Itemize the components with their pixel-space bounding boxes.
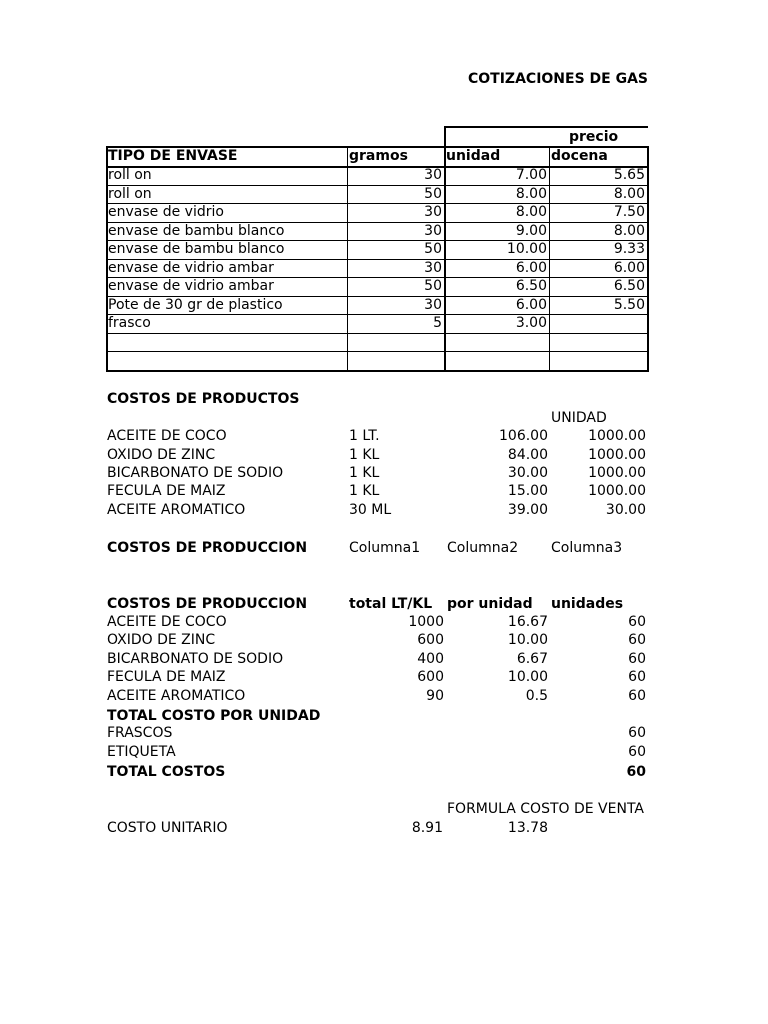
table-cell-unidad: [446, 334, 547, 351]
column-header-2: Columna2: [447, 540, 519, 556]
produccion-unidades: 60: [628, 614, 646, 630]
produccion-unidades: 60: [628, 688, 646, 704]
producto-presentacion: 1 LT.: [349, 428, 380, 444]
table-cell-docena: 6.00: [613, 260, 645, 276]
table-cell-docena: 9.33: [613, 241, 645, 257]
table-cell-gramos: 30: [424, 223, 442, 239]
table-hline: [106, 370, 648, 372]
produccion-por-unidad: 0.5: [525, 688, 548, 704]
table-cell-unidad: 9.00: [515, 223, 547, 239]
table-cell-unidad: 8.00: [515, 204, 547, 220]
table-cell-gramos: 30: [424, 204, 442, 220]
column-header-3: Columna3: [551, 540, 623, 556]
table-cell-gramos: 50: [424, 278, 442, 294]
table-cell-tipo: roll on: [108, 167, 152, 183]
produccion-unidades: 60: [628, 669, 646, 685]
total-costos-label: TOTAL COSTOS: [107, 764, 226, 780]
produccion-unidades: 60: [628, 651, 646, 667]
producto-nombre: BICARBONATO DE SODIO: [107, 465, 284, 481]
etiqueta-value: 60: [628, 744, 646, 760]
envases-table: [106, 146, 648, 372]
producto-unidad: 1000.00: [588, 465, 646, 481]
page-title: COTIZACIONES DE GAS: [468, 71, 648, 87]
producto-precio: 106.00: [499, 428, 548, 444]
table-cell-tipo: envase de vidrio ambar: [108, 260, 274, 276]
producto-nombre: ACEITE DE COCO: [107, 428, 227, 444]
produccion-por-unidad: 16.67: [507, 614, 548, 630]
table-cell-unidad: 7.00: [515, 167, 547, 183]
produccion-concepto: BICARBONATO DE SODIO: [107, 651, 284, 667]
producto-precio: 15.00: [507, 483, 548, 499]
produccion-concepto: OXIDO DE ZINC: [107, 632, 216, 648]
produccion-unidades: 60: [628, 632, 646, 648]
table-cell-tipo: envase de vidrio: [108, 204, 224, 220]
produccion-total: 90: [426, 688, 444, 704]
table-cell-docena: 6.50: [613, 278, 645, 294]
table-cell-tipo: envase de bambu blanco: [108, 223, 285, 239]
producto-presentacion: 30 ML: [349, 502, 392, 518]
producto-presentacion: 1 KL: [349, 447, 380, 463]
table-cell-gramos: 50: [424, 241, 442, 257]
total-costos-value: 60: [626, 764, 646, 780]
table-cell-gramos: [349, 334, 442, 351]
produccion-concepto: FECULA DE MAIZ: [107, 669, 226, 685]
produccion-header-concepto: COSTOS DE PRODUCCION: [107, 596, 308, 612]
precio-label: precio: [569, 129, 619, 145]
table-cell-unidad: 6.50: [515, 278, 547, 294]
produccion-por-unidad: 10.00: [507, 669, 548, 685]
formula-label: FORMULA COSTO DE VENTA: [447, 801, 644, 817]
costos-productos-title: COSTOS DE PRODUCTOS: [107, 391, 300, 407]
table-header-gramos: gramos: [349, 148, 408, 164]
table-header-docena: docena: [551, 148, 608, 164]
table-cell-gramos: 30: [424, 167, 442, 183]
produccion-header-total: total LT/KL: [349, 596, 433, 612]
table-cell-unidad: 10.00: [506, 241, 547, 257]
table-cell-unidad: 6.00: [515, 297, 547, 313]
produccion-total: 600: [417, 669, 444, 685]
table-vline: [347, 146, 348, 372]
producto-nombre: FECULA DE MAIZ: [107, 483, 226, 499]
produccion-por-unidad: 6.67: [516, 651, 548, 667]
table-cell-gramos: 50: [424, 186, 442, 202]
table-cell-docena: 7.50: [613, 204, 645, 220]
producto-unidad: 1000.00: [588, 428, 646, 444]
total-costo-por-unidad-label: TOTAL COSTO POR UNIDAD: [107, 708, 321, 724]
table-cell-gramos: [349, 352, 442, 369]
costos-produccion-cols-title: COSTOS DE PRODUCCION: [107, 540, 308, 556]
produccion-por-unidad: 10.00: [507, 632, 548, 648]
table-cell-tipo: envase de vidrio ambar: [108, 278, 274, 294]
table-cell-unidad: 3.00: [515, 315, 547, 331]
producto-unidad: 1000.00: [588, 447, 646, 463]
producto-precio: 39.00: [507, 502, 548, 518]
table-cell-docena: [551, 315, 645, 332]
producto-nombre: ACEITE AROMATICO: [107, 502, 246, 518]
table-cell-gramos: 30: [424, 297, 442, 313]
table-header-unidad: unidad: [446, 148, 501, 164]
produccion-total: 1000: [408, 614, 444, 630]
column-header-1: Columna1: [349, 540, 421, 556]
etiqueta-label: ETIQUETA: [107, 744, 176, 760]
table-cell-tipo: roll on: [108, 186, 152, 202]
producto-precio: 84.00: [507, 447, 548, 463]
table-cell-tipo: frasco: [108, 315, 151, 331]
table-cell-unidad: [446, 352, 547, 369]
produccion-concepto: ACEITE DE COCO: [107, 614, 227, 630]
unidad-label: UNIDAD: [551, 410, 607, 426]
table-cell-unidad: 6.00: [515, 260, 547, 276]
producto-unidad: 30.00: [605, 502, 646, 518]
produccion-total: 600: [417, 632, 444, 648]
table-cell-tipo: [108, 352, 345, 369]
table-cell-gramos: 30: [424, 260, 442, 276]
table-cell-docena: 5.65: [613, 167, 645, 183]
producto-nombre: OXIDO DE ZINC: [107, 447, 216, 463]
table-header-tipo: TIPO DE ENVASE: [108, 148, 238, 164]
table-cell-docena: 5.50: [613, 297, 645, 313]
produccion-concepto: ACEITE AROMATICO: [107, 688, 246, 704]
costo-unitario-value-2: 13.78: [507, 820, 548, 836]
table-cell-docena: [551, 352, 645, 369]
table-vline: [549, 146, 550, 372]
table-cell-gramos: 5: [433, 315, 442, 331]
table-cell-docena: [551, 334, 645, 351]
table-cell-tipo: Pote de 30 gr de plastico: [108, 297, 283, 313]
frascos-label: FRASCOS: [107, 725, 173, 741]
table-cell-tipo: [108, 334, 345, 351]
table-cell-docena: 8.00: [613, 186, 645, 202]
producto-precio: 30.00: [507, 465, 548, 481]
table-cell-tipo: envase de bambu blanco: [108, 241, 285, 257]
produccion-total: 400: [417, 651, 444, 667]
producto-unidad: 1000.00: [588, 483, 646, 499]
costo-unitario-value-1: 8.91: [411, 820, 443, 836]
produccion-header-unidades: unidades: [551, 596, 624, 612]
producto-presentacion: 1 KL: [349, 465, 380, 481]
produccion-header-por-unidad: por unidad: [447, 596, 533, 612]
table-cell-unidad: 8.00: [515, 186, 547, 202]
table-vline: [647, 146, 649, 372]
costo-unitario-label: COSTO UNITARIO: [107, 820, 228, 836]
frascos-value: 60: [628, 725, 646, 741]
table-cell-docena: 8.00: [613, 223, 645, 239]
producto-presentacion: 1 KL: [349, 483, 380, 499]
